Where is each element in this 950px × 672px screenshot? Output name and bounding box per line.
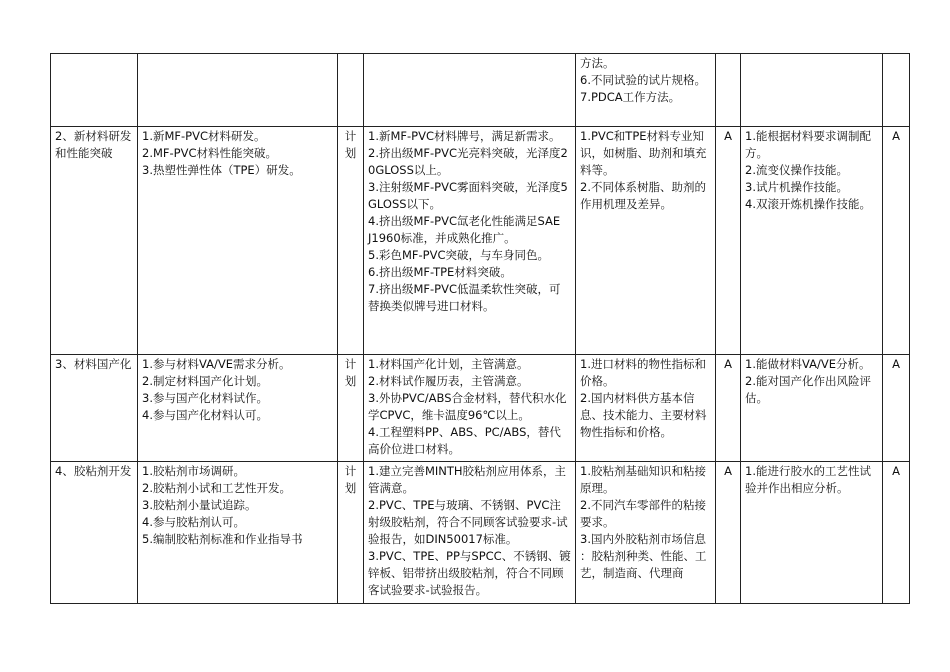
table-row: [51, 127, 910, 355]
task-cell-line: 4.参与胶粘剂认可。: [142, 515, 245, 529]
goal-cell-line: 1.新MF-PVC材料牌号，满足新需求。: [368, 129, 561, 143]
plan-cell: 计划: [338, 462, 364, 604]
knowledge-level-cell: [716, 54, 741, 127]
knowledge-cell-line: 6.不同试验的试片规格。: [580, 73, 706, 87]
goal-cell-line: 2.挤出级MF-PVC光亮料突破，光泽度20GLOSS以上。: [368, 146, 568, 177]
skill-level-cell: A: [883, 462, 910, 604]
table-row: [51, 462, 910, 604]
knowledge-level-cell: A: [716, 127, 741, 355]
goal-cell-line: 5.彩色MF-PVC突破，与车身同色。: [368, 248, 549, 262]
skill-cell-line: 3.试片机操作技能。: [745, 180, 848, 194]
category-cell: 4、胶粘剂开发: [51, 462, 138, 604]
goal-cell-line: 3.PVC、TPE、PP与SPCC、不锈钢、镀锌板、铝带挤出级胶粘剂，符合不同顾客试验要求-试验报告。: [368, 549, 571, 597]
task-cell-line: 5.编制胶粘剂标准和作业指导书: [142, 532, 303, 546]
knowledge-cell-line: ：胶粘剂种类、性能、工艺，制造商、代理商: [580, 549, 707, 580]
skill-cell: [741, 54, 883, 127]
knowledge-cell-line: 1.进口材料的物性指标和价格。: [580, 357, 706, 388]
category-cell: 2、新材料研发和性能突破: [51, 127, 138, 355]
knowledge-cell: [576, 127, 716, 355]
category-cell: [51, 54, 138, 127]
skill-cell-line: 4.双滚开炼机操作技能。: [745, 197, 871, 211]
task-cell-line: 2.胶粘剂小试和工艺性开发。: [142, 481, 291, 495]
category-cell: 3、材料国产化: [51, 355, 138, 462]
skill-cell-line: 2.流变仪操作技能。: [745, 163, 848, 177]
goal-cell-line: 4.工程塑料PP、ABS、PC/ABS，替代高价位进口材料。: [368, 425, 561, 456]
skill-cell-line: 1.能做材料VA/VE分析。: [745, 357, 871, 371]
skill-cell-line: 1.能进行胶水的工艺性试验并作出相应分析。: [745, 464, 871, 495]
skill-cell-line: 1.能根据材料要求调制配方。: [745, 129, 871, 160]
task-cell-line: 2.MF-PVC材料性能突破。: [142, 146, 277, 160]
knowledge-cell-line: 2.国内材料供方基本信息、技术能力、主要材料物性指标和价格。: [580, 391, 707, 439]
task-cell-line: 3.热塑性弹性体（TPE）研发。: [142, 163, 301, 177]
knowledge-cell: [576, 355, 716, 462]
task-cell-line: 1.胶粘剂市场调研。: [142, 464, 245, 478]
goal-cell-line: 7.挤出级MF-PVC低温柔软性突破，可替换类似牌号进口材料。: [368, 282, 561, 313]
skill-cell: [741, 355, 883, 462]
plan-cell: 计划: [338, 355, 364, 462]
knowledge-cell-line: 2.不同汽车零部件的粘接要求。: [580, 498, 706, 529]
goal-cell-line: 1.建立完善MINTH胶粘剂应用体系，主管满意。: [368, 464, 567, 495]
goal-cell-line: J1960标准，并成熟化推广。: [368, 231, 516, 245]
task-cell-line: 3.胶粘剂小量试追踪。: [142, 498, 257, 512]
task-cell: [138, 355, 338, 462]
table-body: [51, 54, 910, 604]
goal-cell-line: 4.挤出级MF-PVC氙老化性能满足SAE: [368, 214, 561, 228]
skill-cell: [741, 462, 883, 604]
goal-cell-line: 2.PVC、TPE与玻璃、不锈钢、PVC注射级胶粘剂，符合不同顾客试验要求-试验报告，如DIN50017标准。: [368, 498, 568, 546]
plan-cell: [338, 54, 364, 127]
knowledge-cell-line: 2.不同体系树脂、助剂的作用机理及差异。: [580, 180, 706, 211]
goal-cell-line: 1.材料国产化计划，主管满意。: [368, 357, 529, 371]
table-row: [51, 355, 910, 462]
skill-cell-line: 2.能对国产化作出风险评估。: [745, 374, 871, 405]
goal-cell: [364, 355, 576, 462]
skill-level-cell: A: [883, 355, 910, 462]
task-cell-line: 1.新MF-PVC材料研发。: [142, 129, 266, 143]
knowledge-level-cell: A: [716, 462, 741, 604]
goal-cell: [364, 462, 576, 604]
task-cell: [138, 127, 338, 355]
goal-cell: [364, 54, 576, 127]
skill-cell: [741, 127, 883, 355]
knowledge-cell-line: 1.PVC和TPE材料专业知识，如树脂、助剂和填充料等。: [580, 129, 707, 177]
knowledge-cell-line: 方法。: [580, 56, 615, 70]
goal-cell-line: 3.外协PVC/ABS合金材料，替代积水化学CPVC，维卡温度96℃以上。: [368, 391, 567, 422]
skill-level-cell: [883, 54, 910, 127]
skill-level-cell: A: [883, 127, 910, 355]
knowledge-level-cell: A: [716, 355, 741, 462]
goal-cell: [364, 127, 576, 355]
table-row: [51, 54, 910, 127]
task-cell: [138, 462, 338, 604]
task-cell: [138, 54, 338, 127]
knowledge-cell: [576, 54, 716, 127]
knowledge-cell: [576, 462, 716, 604]
task-cell-line: 3.参与国产化材料试作。: [142, 391, 268, 405]
task-cell-line: 4.参与国产化材料认可。: [142, 408, 268, 422]
goal-cell-line: 3.注射级MF-PVC雾面料突破，光泽度5GLOSS以下。: [368, 180, 568, 211]
competency-table: [50, 53, 910, 604]
plan-cell: 计划: [338, 127, 364, 355]
goal-cell-line: 2.材料试作履历表，主管满意。: [368, 374, 529, 388]
knowledge-cell-line: 1.胶粘剂基础知识和粘接原理。: [580, 464, 706, 495]
knowledge-cell-line: 7.PDCA工作方法。: [580, 90, 681, 104]
goal-cell-line: 6.挤出级MF-TPE材料突破。: [368, 265, 512, 279]
task-cell-line: 1.参与材料VA/VE需求分析。: [142, 357, 291, 371]
knowledge-cell-line: 3.国内外胶粘剂市场信息: [580, 532, 706, 546]
task-cell-line: 2.制定材料国产化计划。: [142, 374, 268, 388]
